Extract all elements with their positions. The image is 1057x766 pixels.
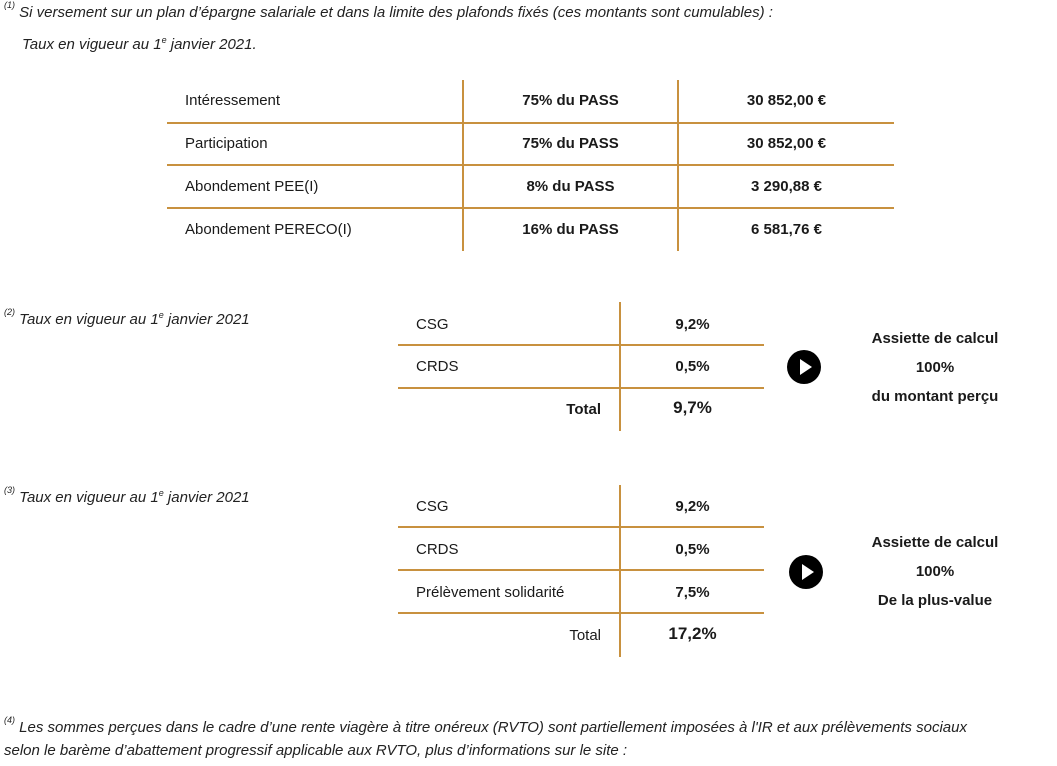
- calculation-basis-detail: du montant perçu: [871, 388, 999, 405]
- table-row-label: CRDS: [416, 358, 459, 375]
- table-row-label: CSG: [416, 498, 449, 515]
- table-row-label: CSG: [416, 316, 449, 333]
- row-divider: [398, 387, 764, 389]
- table-row-amount: 30 852,00 €: [746, 135, 827, 152]
- table-row-value: 9,2%: [675, 316, 710, 333]
- calculation-basis: [860, 324, 1010, 411]
- footnote-text: Les sommes perçues dans le cadre d’une rente viagère à titre onéreux (RVTO) sont partiellement imposées à l'IR et aux prélèvements sociaux: [19, 719, 967, 736]
- calculation-basis: [860, 528, 1010, 615]
- table-row-label: Participation: [185, 135, 268, 152]
- table-row-label: Abondement PEE(I): [185, 178, 319, 195]
- calculation-basis-percent: 100%: [915, 563, 955, 580]
- footnote-marker: (1): [4, 0, 15, 10]
- table-row-value: 0,5%: [675, 358, 710, 375]
- total-label: Total: [566, 401, 601, 418]
- row-divider: [398, 344, 764, 346]
- row-divider: [398, 612, 764, 614]
- footnote-marker: (3): [4, 485, 15, 495]
- footnote-1: [4, 0, 773, 23]
- footnote-3: $^{(3)}$ Taux en vigueur au 1e janvier 2021: [4, 485, 250, 506]
- total-value: 9,7%: [673, 398, 712, 417]
- row-divider: [167, 122, 894, 124]
- footnote-marker: (4): [4, 715, 15, 725]
- table-row-rate: 75% du PASS: [522, 92, 619, 109]
- row-divider: [167, 164, 894, 166]
- table-row-rate: 75% du PASS: [522, 135, 619, 152]
- play-circle-icon: [789, 555, 823, 589]
- calculation-basis-title: Assiette de calcul: [871, 330, 999, 347]
- footnote-4-line-2: selon le barème d’abattement progressif applicable aux RVTO, plus d’informations sur le site :: [4, 742, 628, 759]
- table-row-value: 9,2%: [675, 498, 710, 515]
- table-row-label: Prélèvement solidarité: [416, 584, 565, 601]
- table-row-rate: 16% du PASS: [522, 221, 619, 238]
- table-row-rate: 8% du PASS: [526, 178, 615, 195]
- total-label: Total: [569, 627, 601, 644]
- table-row-amount: 3 290,88 €: [751, 178, 822, 195]
- row-divider: [167, 207, 894, 209]
- row-divider: [398, 526, 764, 528]
- table-row-value: 0,5%: [675, 541, 710, 558]
- footnote-text: Si versement sur un plan d’épargne salariale et dans la limite des plafonds fixés (ces montants sont cumulables) :: [19, 4, 773, 21]
- row-divider: [398, 569, 764, 571]
- footnote-marker: (2): [4, 307, 15, 317]
- total-value: 17,2%: [668, 624, 717, 643]
- table-row-amount: 6 581,76 €: [751, 221, 822, 238]
- calculation-basis-title: Assiette de calcul: [871, 534, 999, 551]
- table-row-label: Intéressement: [185, 92, 281, 109]
- table-row-label: CRDS: [416, 541, 459, 558]
- footnote-1-rate-line: Taux en vigueur au 1e janvier 2021.: [22, 35, 257, 53]
- footnote-4: [4, 715, 967, 738]
- table-row-value: 7,5%: [675, 584, 710, 601]
- footnote-2: $^{(2)}$ Taux en vigueur au 1e janvier 2021: [4, 307, 250, 328]
- table-row-label: Abondement PERECO(I): [185, 221, 352, 238]
- calculation-basis-detail: De la plus-value: [877, 592, 993, 609]
- calculation-basis-percent: 100%: [915, 359, 955, 376]
- table-row-amount: 30 852,00 €: [746, 92, 827, 109]
- play-circle-icon: [787, 350, 821, 384]
